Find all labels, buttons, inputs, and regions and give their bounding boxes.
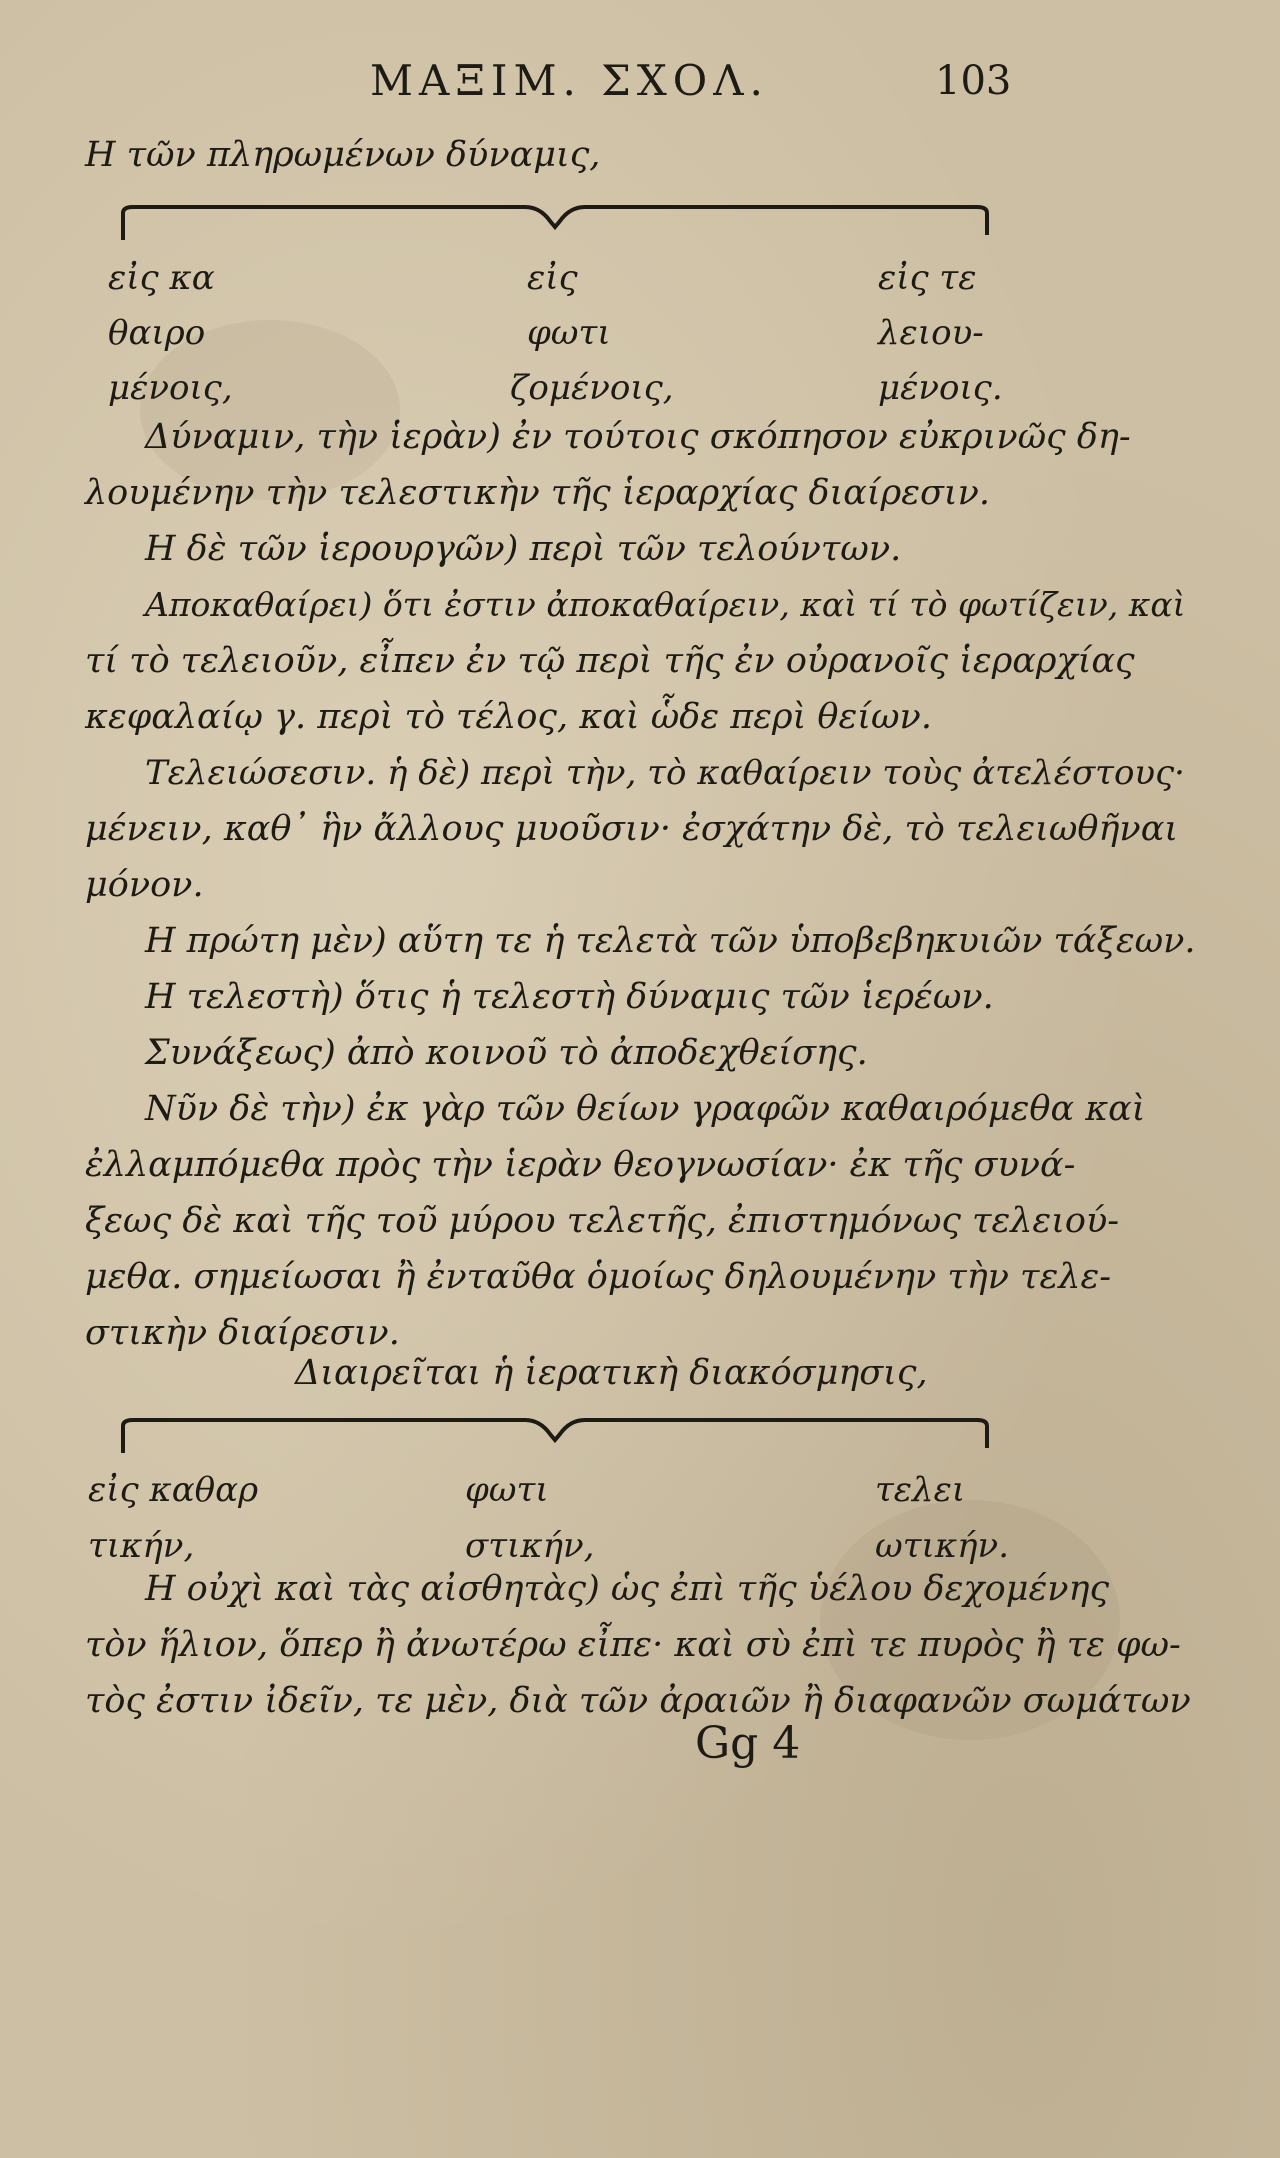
text-line: Η δὲ τῶν ἱερουργῶν) περὶ τῶν τελούντων.	[145, 529, 902, 569]
column-1-line: μένοις,	[108, 368, 233, 408]
text-line: Δύναμιν, τὴν ἱερὰν) ἐν τούτοις σκόπησον εὐκρινῶς δη-	[145, 417, 1131, 457]
column-2-line: φωτι	[465, 1470, 549, 1510]
section-title: Διαιρεῖται ἡ ἱερατικὴ διακόσμησις,	[295, 1353, 928, 1393]
text-line: ἐλλαμπόμεθα πρὸς τὴν ἱερὰν θεογνωσίαν· ἐκ τῆς συνά-	[85, 1145, 1076, 1185]
text-line: Αποκαθαίρει) ὅτι ἐστιν ἀποκαθαίρειν, καὶ τί τὸ φωτίζειν, καὶ	[145, 585, 1186, 624]
text-line: στικὴν διαίρεσιν.	[85, 1313, 400, 1353]
text-line: Η οὐχὶ καὶ τὰς αἰσθητὰς) ὡς ἐπὶ τῆς ὑέλου δεχομένης	[145, 1569, 1110, 1609]
running-head: ΜΑΞΙΜ. ΣΧΟΛ.	[370, 56, 769, 105]
column-3-line: τελει	[875, 1470, 966, 1510]
text-line: Νῦν δὲ τὴν) ἐκ γὰρ τῶν θείων γραφῶν καθαιρόμεθα καὶ	[145, 1089, 1146, 1129]
column-2-line: ζομένοις,	[510, 368, 674, 408]
text-line: Τελειώσεσιν. ἡ δὲ) περὶ τὴν, τὸ καθαίρειν τοὺς ἀτελέστους·	[145, 753, 1185, 793]
column-3-line: μένοις.	[878, 368, 1003, 408]
text-line: λουμένην τὴν τελεστικὴν τῆς ἱεραρχίας διαίρεσιν.	[85, 473, 991, 513]
column-2-line: εἰς	[527, 258, 578, 298]
page-number: 103	[935, 58, 1012, 104]
signature-mark: Gg 4	[695, 1718, 801, 1769]
text-line: τί τὸ τελειοῦν, εἶπεν ἐν τῷ περὶ τῆς ἐν οὐρανοῖς ἱεραρχίας	[85, 641, 1135, 681]
column-2-line: στικήν,	[465, 1526, 595, 1566]
text-line: ξεως δὲ καὶ τῆς τοῦ μύρου τελετῆς, ἐπιστημόνως τελειού-	[85, 1201, 1120, 1241]
text-line: Η τελεστὴ) ὅτις ἡ τελεστὴ δύναμις τῶν ἱερέων.	[145, 977, 994, 1017]
brace-divider	[115, 1408, 995, 1458]
text-line: μόνον.	[85, 865, 204, 905]
column-2-line: φωτι	[527, 313, 611, 353]
text-line: Η πρώτη μὲν) αὕτη τε ἡ τελετὰ τῶν ὑποβεβηκυιῶν τάξεων.	[145, 921, 1196, 961]
text-line: μεθα. σημείωσαι ἢ ἐνταῦθα ὁμοίως δηλουμένην τὴν τελε-	[85, 1257, 1112, 1297]
column-3-line: εἰς τε	[878, 258, 977, 298]
page-header	[0, 52, 1280, 112]
text-line: μένειν, καθ᾽ ἣν ἄλλους μυοῦσιν· ἐσχάτην δὲ, τὸ τελειωθῆναι	[85, 809, 1179, 849]
text-line: Συνάξεως) ἀπὸ κοινοῦ τὸ ἀποδεχθείσης.	[145, 1033, 868, 1073]
text-line: τὸς ἐστιν ἰδεῖν, τε μὲν, διὰ τῶν ἀραιῶν ἢ διαφανῶν σωμάτων	[85, 1681, 1191, 1721]
column-1-line: εἰς καθαρ	[88, 1470, 259, 1510]
section-title: Η τῶν πληρωμένων δύναμις,	[85, 135, 601, 175]
column-1-line: θαιρο	[108, 313, 206, 353]
text-line: τὸν ἥλιον, ὅπερ ἢ ἀνωτέρω εἶπε· καὶ σὺ ἐπὶ τε πυρὸς ἢ τε φω-	[85, 1625, 1181, 1665]
column-1-line: εἰς κα	[108, 258, 215, 298]
column-3-line: λειου-	[878, 313, 984, 353]
brace-divider	[115, 195, 995, 245]
text-line: κεφαλαίῳ γ. περὶ τὸ τέλος, καὶ ὧδε περὶ θείων.	[85, 697, 932, 737]
column-1-line: τικήν,	[88, 1526, 195, 1566]
column-3-line: ωτικήν.	[875, 1526, 1010, 1566]
